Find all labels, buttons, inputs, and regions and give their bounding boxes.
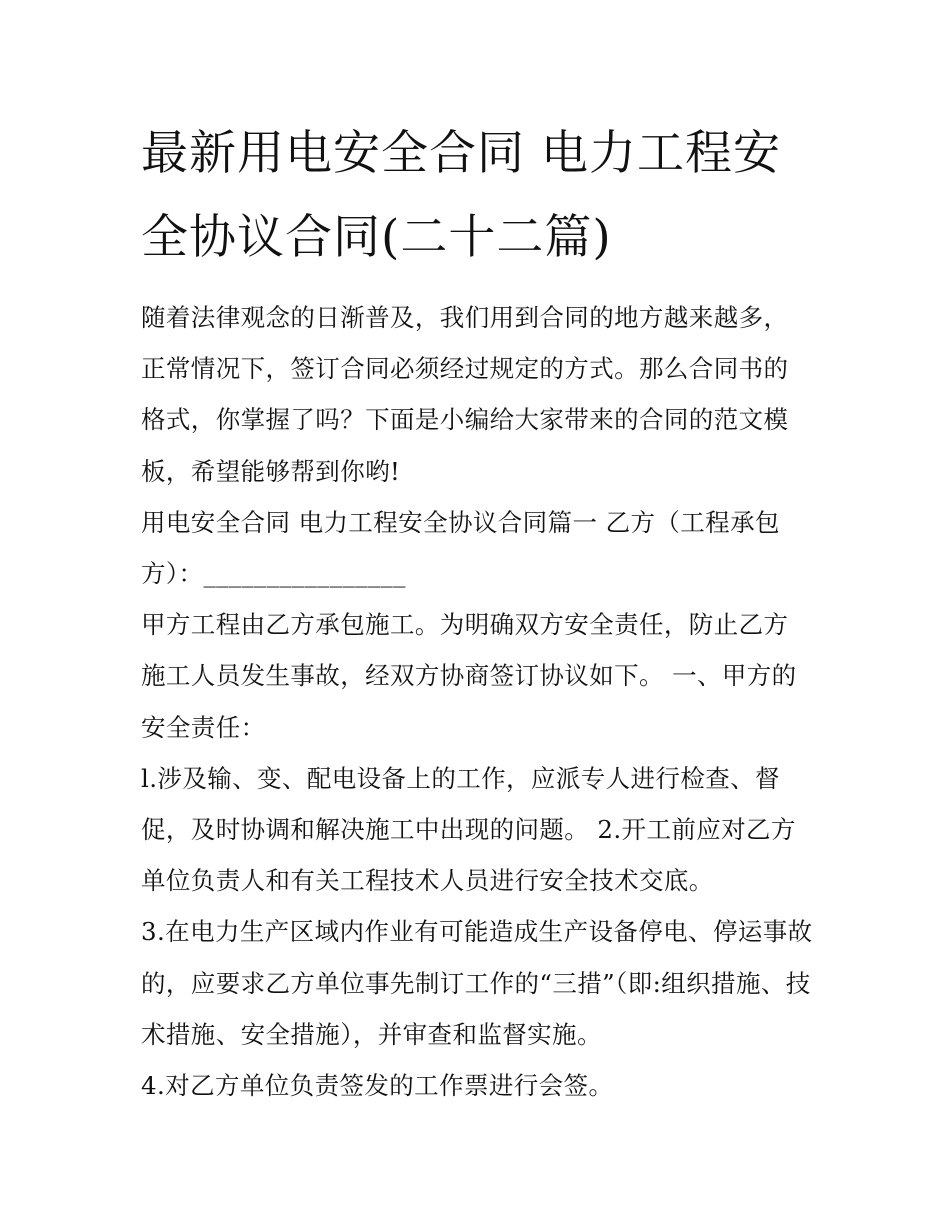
title-spacer [141, 280, 813, 292]
document-title: 最新用电安全合同 电力工程安全协议合同(二十二篇) [141, 126, 781, 265]
document-page [141, 112, 813, 1111]
clause-4-paragraph: 4.对乙方单位负责签发的工作票进行会签。 [141, 1071, 614, 1101]
intro-paragraph: 随着法律观念的日渐普及，我们用到合同的地方越来越多，正常情况下，签订合同必须经过规定的方式。那么合同书的格式，你掌握了吗？下面是小编给大家带来的合同的范文模板，希望能够帮到你哟! [141, 303, 789, 486]
clause-1-2-paragraph: l.涉及输、变、配电设备上的工作，应派专人进行检查、督促，及时协调和解决施工中出现的问题。 2.开工前应对乙方单位负责人和有关工程技术人员进行安全技术交底。 [141, 763, 796, 896]
party-a-responsibility-paragraph: 甲方工程由乙方承包施工。为明确双方安全责任，防止乙方施工人员发生事故，经双方协商签订协议如下。 一、甲方的安全责任： [141, 610, 797, 742]
clause-3-paragraph: 3.在电力生产区域内作业有可能造成生产设备停电、停运事故的，应要求乙方单位事先制订工作的“三措”（即:组织措施、技术措施、安全措施），并审查和监督实施。 [141, 917, 813, 1049]
contract-heading-paragraph: 用电安全合同 电力工程安全协议合同篇一 乙方（工程承包方）：________________ [141, 507, 780, 589]
